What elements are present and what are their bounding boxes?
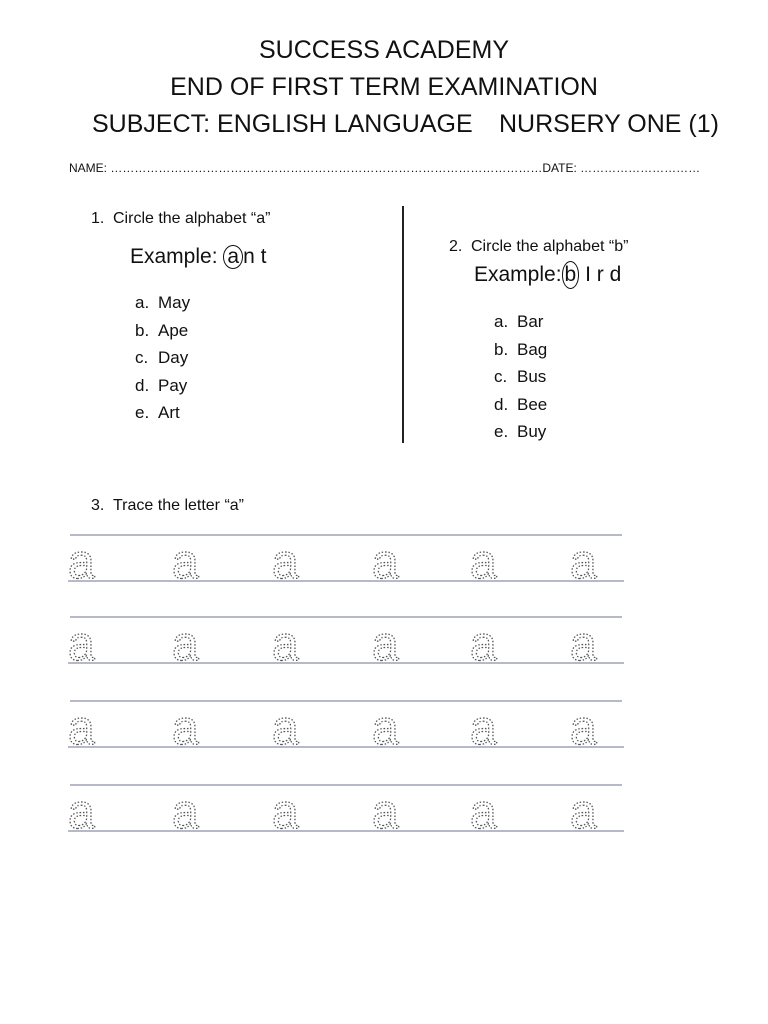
- dotted-trace-letter: a: [372, 786, 399, 839]
- option-text: Ape: [158, 320, 189, 340]
- question-2-text: Circle the alphabet “b”: [471, 238, 629, 255]
- option-letter: e.: [494, 422, 509, 441]
- option-text: Bag: [517, 339, 548, 359]
- option-item: [135, 289, 190, 317]
- dotted-trace-letter: a: [570, 702, 597, 755]
- question-1-number: 1.: [91, 210, 105, 227]
- dotted-trace-letter: a: [272, 536, 299, 589]
- option-item: [494, 418, 547, 446]
- question-3-number: 3.: [91, 497, 105, 514]
- option-letter: c.: [135, 348, 149, 367]
- question-1-title: [91, 210, 270, 228]
- option-letter: c.: [494, 367, 508, 386]
- option-letter: b.: [494, 339, 509, 359]
- option-text: Pay: [158, 375, 188, 395]
- option-letter: a.: [135, 293, 150, 312]
- dotted-trace-letter: a: [172, 618, 199, 671]
- option-text: Art: [158, 403, 180, 422]
- option-item: [494, 336, 547, 364]
- question-3-title: [91, 497, 244, 515]
- option-text: Bar: [517, 312, 544, 331]
- option-text: May: [158, 293, 191, 312]
- question-1-example: [130, 245, 266, 269]
- dotted-trace-letter: a: [172, 536, 199, 589]
- dotted-trace-letter: a: [172, 702, 199, 755]
- dotted-trace-letter: a: [470, 786, 497, 839]
- option-letter: a.: [494, 312, 509, 331]
- exam-title: END OF FIRST TERM EXAMINATION: [170, 73, 598, 101]
- tracing-worksheet: [60, 525, 640, 845]
- option-letter: d.: [135, 375, 150, 395]
- subject-label: SUBJECT: ENGLISH LANGUAGE: [92, 110, 473, 138]
- example-1-circled-letter: a: [223, 245, 243, 269]
- example-2-rest: I r d: [585, 263, 622, 286]
- option-text: Bus: [517, 367, 547, 386]
- option-text: Buy: [517, 422, 547, 441]
- trace-area: [60, 525, 640, 850]
- example-2-label: Example:: [474, 263, 562, 286]
- option-letter: e.: [135, 403, 150, 422]
- question-2-options: [494, 308, 547, 446]
- class-label: NURSERY ONE (1): [499, 110, 719, 138]
- option-text: Bee: [517, 394, 548, 414]
- school-name: SUCCESS ACADEMY: [258, 36, 510, 64]
- question-1-text: Circle the alphabet “a”: [113, 210, 271, 227]
- option-item: [494, 363, 547, 391]
- dotted-trace-letter: a: [570, 618, 597, 671]
- option-item: [135, 344, 190, 372]
- dotted-trace-letter: a: [372, 536, 399, 589]
- dotted-trace-letter: a: [372, 702, 399, 755]
- dotted-trace-letter: a: [470, 702, 497, 755]
- dotted-trace-letter: a: [68, 702, 95, 755]
- dotted-trace-letter: a: [272, 702, 299, 755]
- question-2-title: [449, 238, 628, 256]
- option-item: [135, 317, 190, 345]
- dotted-trace-letter: a: [570, 536, 597, 589]
- example-1-label: Example:: [130, 245, 218, 268]
- option-text: Day: [158, 348, 189, 367]
- dotted-trace-letter: a: [570, 786, 597, 839]
- option-item: [135, 399, 190, 427]
- example-2-circled-letter: b: [562, 261, 580, 289]
- name-date-line: NAME: ………………………………………………………………………………………………DATE: …………………………: [69, 161, 701, 175]
- question-3-text: Trace the letter “a”: [113, 497, 245, 514]
- dotted-trace-letter: a: [470, 618, 497, 671]
- dotted-trace-letter: a: [470, 536, 497, 589]
- question-1-options: [135, 289, 190, 427]
- option-item: [135, 372, 190, 400]
- column-divider: [402, 206, 404, 443]
- dotted-trace-letter: a: [68, 786, 95, 839]
- dotted-trace-letter: a: [172, 786, 199, 839]
- option-item: [494, 391, 547, 419]
- question-2-example: [474, 261, 621, 289]
- subject-line: [0, 110, 768, 140]
- dotted-trace-letter: a: [272, 618, 299, 671]
- question-2-number: 2.: [449, 238, 463, 255]
- option-letter: d.: [494, 394, 509, 414]
- option-item: [494, 308, 547, 336]
- dotted-trace-letter: a: [68, 618, 95, 671]
- dotted-trace-letter: a: [272, 786, 299, 839]
- dotted-trace-letter: a: [68, 536, 95, 589]
- example-1-rest: n t: [243, 245, 267, 268]
- dotted-trace-letter: a: [372, 618, 399, 671]
- option-letter: b.: [135, 320, 150, 340]
